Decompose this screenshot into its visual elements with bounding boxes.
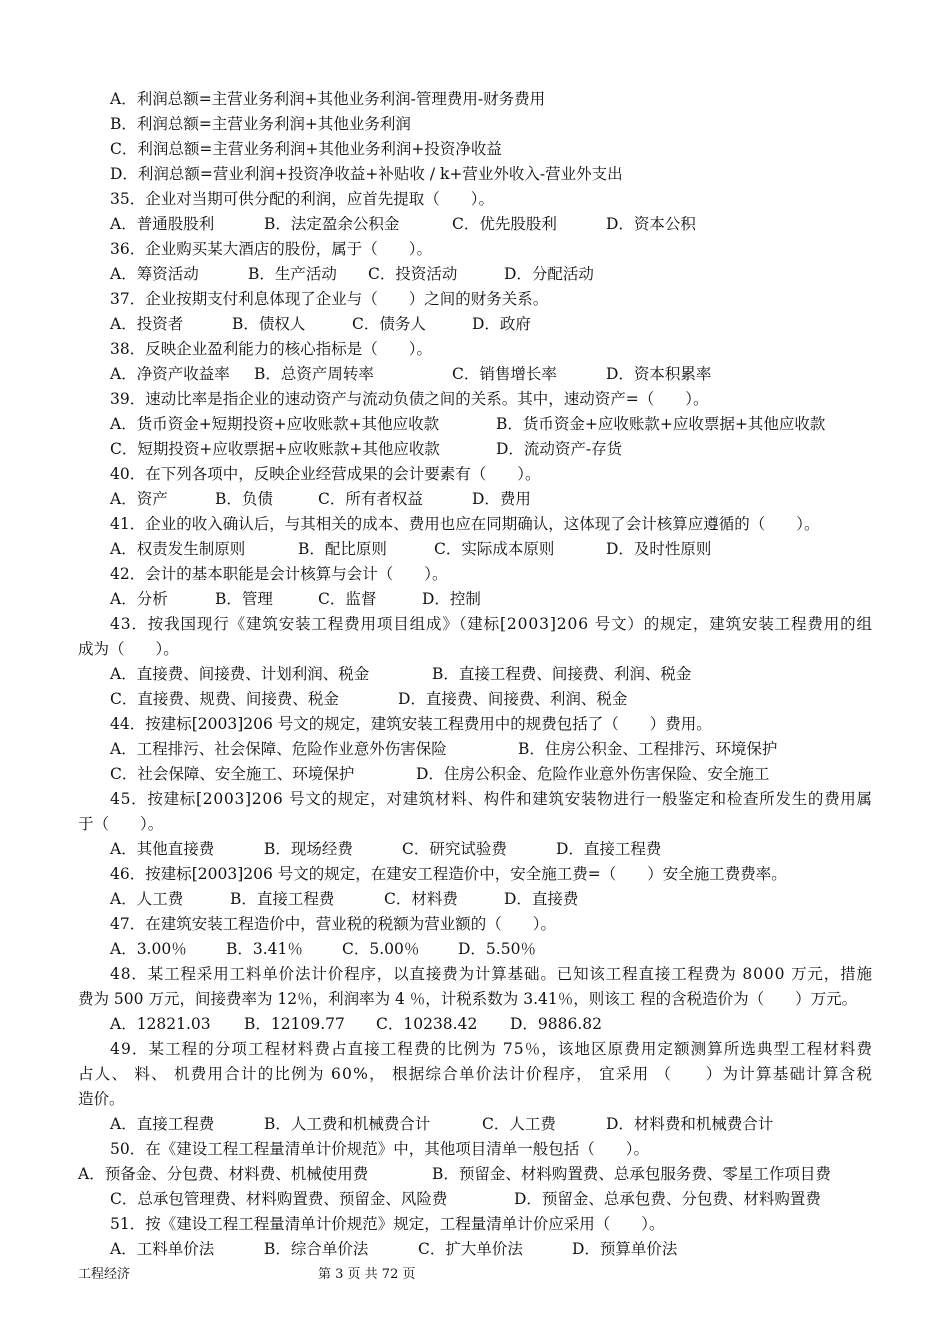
answer-option: A．3.00％ [110,940,187,958]
answer-option: B．负债 [215,490,273,508]
answer-option: C．社会保障、安全施工、环境保护 [110,765,355,783]
answer-option: A．工料单价法 [110,1240,215,1258]
answer-option: B．货币资金+应收账款+应收票据+其他应收款 [496,415,826,433]
answer-option: B．综合单价法 [264,1240,369,1258]
answer-option: B．直接工程费 [230,890,335,908]
answer-option: D．资本公积 [606,215,696,233]
answer-option: A．净资产收益率 [110,365,230,383]
answer-option: A．筹资活动 [110,265,199,283]
line-text: 40．在下列各项中，反映企业经营成果的会计要素有（ ）。 [110,465,541,483]
line-text: 51．按《建设工程工程量清单计价规范》规定，工程量清单计价应采用（ ）。 [110,1215,665,1233]
line-text: 占人、 料、 机费用合计的比例为 60%， 根据综合单价法计价程序， 宜采用 （ ）为计算基础计算含税 [78,1065,874,1083]
answer-option: A．其他直接费 [110,840,215,858]
answer-option: B．债权人 [232,315,306,333]
answer-option: B．住房公积金、工程排污、环境保护 [518,740,778,758]
answer-option: B．生产活动 [248,265,337,283]
answer-option: D．直接费、间接费、利润、税金 [398,690,628,708]
answer-option: C．5.00％ [342,940,420,958]
answer-option: A．12821.03 [110,1015,211,1033]
answer-option: C．所有者权益 [318,490,423,508]
answer-option: B．人工费和机械费合计 [264,1115,431,1133]
answer-option: C．实际成本原则 [434,540,555,558]
line-text: 44．按建标[2003]206 号文的规定，建筑安装工程费用中的规费包括了（ ）费用。 [110,715,712,733]
answer-option: C．研究试验费 [402,840,507,858]
line-text: 45．按建标[2003]206 号文的规定，对建筑材料、构件和建筑安装物进行一般鉴定和检查所发生的费用属 [110,790,873,808]
answer-option: A．货币资金+短期投资+应收账款+其他应收款 [110,415,440,433]
line-text: D．利润总额=营业利润+投资净收益+补贴收 / k+营业外收入-营业外支出 [110,165,623,183]
answer-option: C．投资活动 [368,265,458,283]
line-text: 50．在《建设工程工程量清单计价规范》中，其他项目清单一般包括（ ）。 [110,1140,649,1158]
answer-option: B．配比原则 [298,540,387,558]
line-text: 47．在建筑安装工程造价中，营业税的税额为营业额的（ ）。 [110,915,556,933]
line-text: 38．反映企业盈利能力的核心指标是（ ）。 [110,340,432,358]
line-text: 35．企业对当期可供分配的利润，应首先提取（ ）。 [110,190,494,208]
answer-option: B．直接工程费、间接费、利润、税金 [432,665,692,683]
answer-option: C．债务人 [352,315,426,333]
answer-option: B．管理 [215,590,273,608]
answer-option: C．监督 [318,590,377,608]
answer-option: C．直接费、规费、间接费、税金 [110,690,339,708]
answer-option: D．分配活动 [504,265,594,283]
answer-option: B．总资产周转率 [254,365,374,383]
line-text: 46．按建标[2003]206 号文的规定，在建安工程造价中，安全施工费=（ ）安全施工费费率。 [110,865,787,883]
answer-option: A．人工费 [110,890,184,908]
line-text: 37．企业按期支付利息体现了企业与（ ）之间的财务关系。 [110,290,549,308]
answer-option: D．政府 [472,315,531,333]
answer-option: B．3.41％ [226,940,303,958]
answer-option: A．预备金、分包费、材料费、机械使用费 [78,1165,369,1183]
answer-option: D．直接费 [504,890,579,908]
answer-option: D．资本积累率 [606,365,712,383]
answer-option: D．直接工程费 [556,840,662,858]
line-text: 造价。 [78,1090,125,1108]
answer-option: D．5.50％ [458,940,536,958]
answer-option: B．预留金、材料购置费、总承包服务费、零星工作项目费 [432,1165,831,1183]
line-text: A．利润总额=主营业务利润+其他业务利润-管理费用-财务费用 [110,90,546,108]
answer-option: A．工程排污、社会保障、危险作业意外伤害保险 [110,740,447,758]
answer-option: D．流动资产-存货 [496,440,623,458]
answer-option: D．费用 [472,490,531,508]
line-text: 39．速动比率是指企业的速动资产与流动负债之间的关系。其中，速动资产=（ ）。 [110,390,709,408]
line-text: C．利润总额=主营业务利润+其他业务利润+投资净收益 [110,140,502,158]
answer-option: C．销售增长率 [452,365,557,383]
answer-option: D．住房公积金、危险作业意外伤害保险、安全施工 [416,765,770,783]
footer-course-title: 工程经济 [78,1267,131,1282]
answer-option: A．普通股股利 [110,215,215,233]
line-text: 于（ ）。 [78,815,164,833]
answer-option: D．预留金、总承包费、分包费、材料购置费 [514,1190,821,1208]
answer-option: B．12109.77 [244,1015,345,1033]
answer-option: D．及时性原则 [606,540,712,558]
answer-option: C．材料费 [384,890,458,908]
line-text: 49．某工程的分项工程材料费占直接工程费的比例为 75％，该地区原费用定额测算所选典型工程材料费 [110,1040,874,1058]
line-text: 48．某工程采用工料单价法计价程序，以直接费为计算基础。已知该工程直接工程费为 8000 万元，措施 [110,965,873,983]
line-text: 成为（ ）。 [78,640,179,658]
answer-option: C．总承包管理费、材料购置费、预留金、风险费 [110,1190,448,1208]
answer-option: C．短期投资+应收票据+应收账款+其他应收款 [110,440,440,458]
answer-option: C．10238.42 [376,1015,478,1033]
answer-option: D．材料费和机械费合计 [606,1115,774,1133]
line-text: 42．会计的基本职能是会计核算与会计（ ）。 [110,565,448,583]
answer-option: C．人工费 [482,1115,556,1133]
answer-option: D．预算单价法 [572,1240,678,1258]
answer-option: A．投资者 [110,315,184,333]
answer-option: D．9886.82 [510,1015,603,1033]
answer-option: C．扩大单价法 [418,1240,523,1258]
answer-option: B．法定盈余公积金 [264,215,400,233]
answer-option: A．直接费、间接费、计划利润、税金 [110,665,370,683]
line-text: B．利润总额=主营业务利润+其他业务利润 [110,115,411,133]
answer-option: A．资产 [110,490,168,508]
line-text: 36．企业购买某大酒店的股份，属于（ ）。 [110,240,432,258]
answer-option: A．直接工程费 [110,1115,215,1133]
answer-option: C．优先股股利 [452,215,557,233]
answer-option: A．权责发生制原则 [110,540,246,558]
answer-option: A．分析 [110,590,168,608]
line-text: 43．按我国现行《建筑安装工程费用项目组成》（建标[2003]206 号文）的规定，建筑安装工程费用的组 [110,615,873,633]
line-text: 费为 500 万元，间接费率为 12％，利润率为 4 ％，计税系数为 3.41％，则该工 程的含税造价为（ ）万元。 [78,990,858,1008]
answer-option: D．控制 [422,590,481,608]
answer-option: B．现场经费 [264,840,353,858]
line-text: 41．企业的收入确认后，与其相关的成本、费用也应在同期确认，这体现了会计核算应遵循的（ ）。 [110,515,820,533]
footer-page-number: 第 3 页 共 72 页 [318,1267,416,1282]
